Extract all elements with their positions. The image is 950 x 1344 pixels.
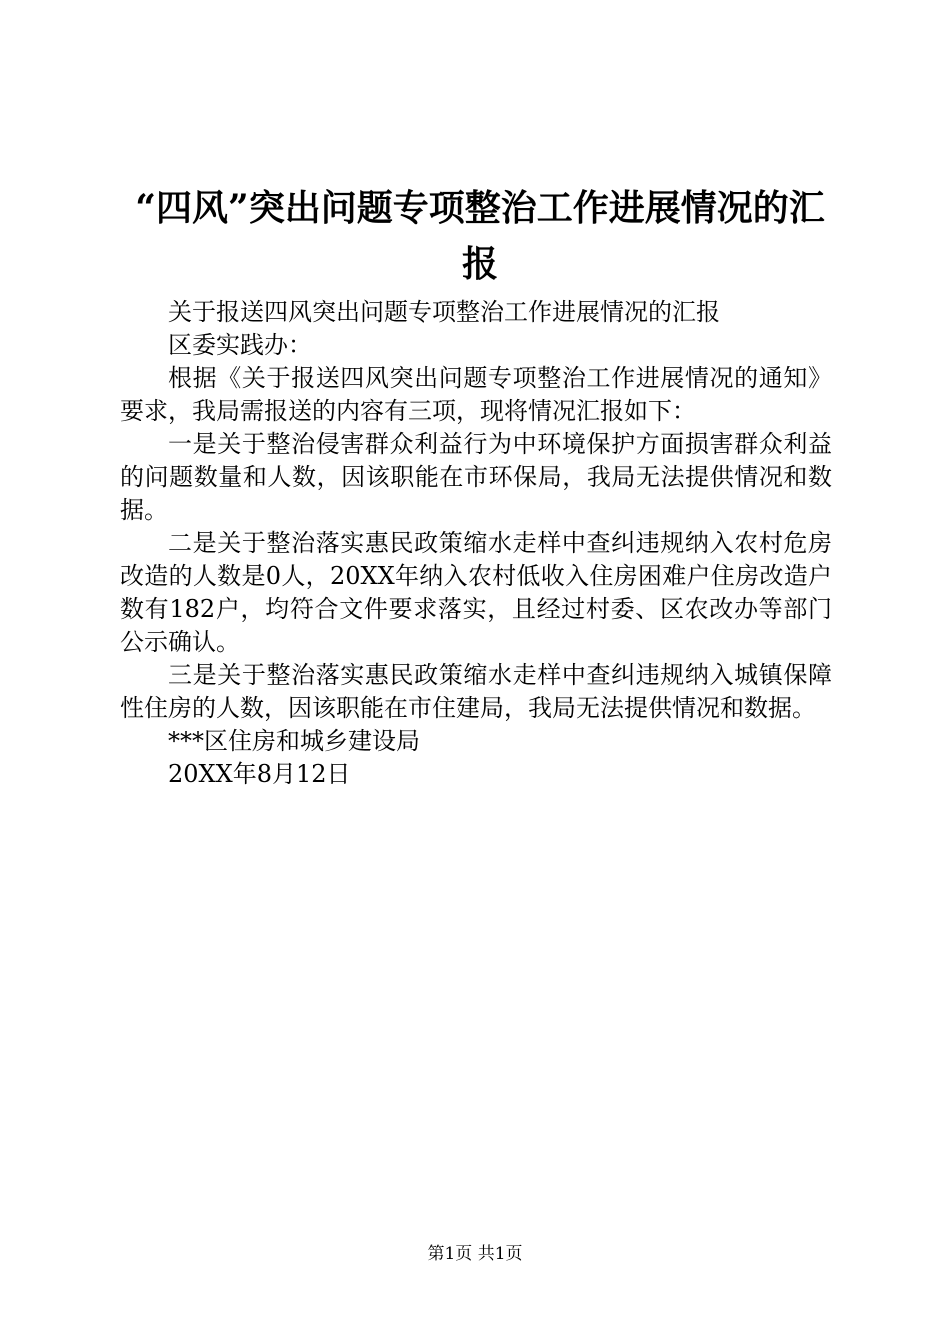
signature-date: 20XX年8月12日 (168, 760, 351, 788)
item-two-paragraph: 二是关于整治落实惠民政策缩水走样中查纠违规纳入农村危房改造的人数是0人，20XX年纳入农村低收入住房困难户住房改造户数有182户，均符合文件要求落实，且经过村委、区农改办等部门公示确认。 (120, 529, 832, 656)
item-three-paragraph: 三是关于整治落实惠民政策缩水走样中查纠违规纳入城镇保障性住房的人数，因该职能在市住建局，我局无法提供情况和数据。 (120, 661, 832, 722)
document-title: “四风”突出问题专项整治工作进展情况的汇报 (135, 187, 825, 285)
signature-organization: ***区住房和城乡建设局 (168, 727, 420, 755)
intro-paragraph: 根据《关于报送四风突出问题专项整治工作进展情况的通知》要求，我局需报送的内容有三项，现将情况汇报如下： (120, 364, 832, 425)
subject-line: 关于报送四风突出问题专项整治工作进展情况的汇报 (168, 298, 720, 326)
recipient-line: 区委实践办： (168, 331, 312, 359)
document-body (120, 296, 832, 791)
page-footer: 第1页 共1页 (427, 1244, 523, 1264)
item-one-paragraph: 一是关于整治侵害群众利益行为中环境保护方面损害群众利益的问题数量和人数，因该职能在市环保局，我局无法提供情况和数据。 (120, 430, 832, 524)
